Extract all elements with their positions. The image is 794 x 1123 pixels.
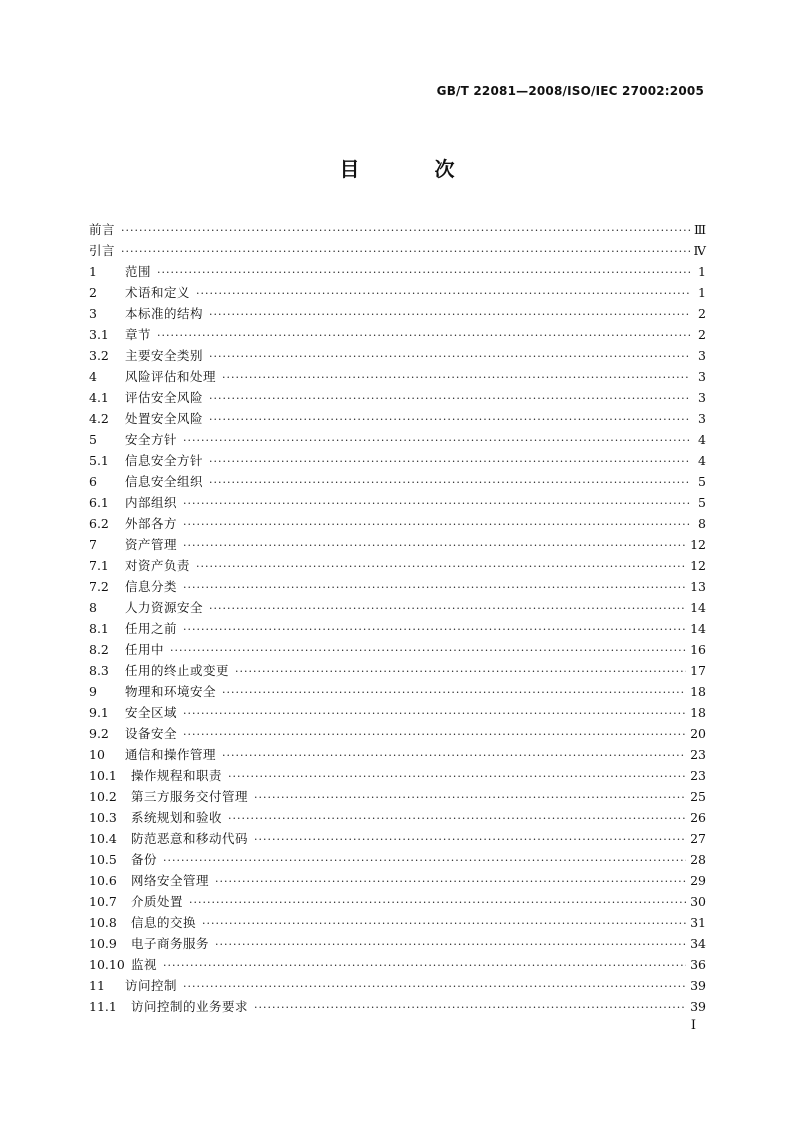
- toc-dot-leader: [235, 661, 686, 682]
- toc-entry[interactable]: [89, 933, 706, 954]
- toc-dot-leader: [183, 430, 690, 451]
- toc-entry-title: 任用之前: [125, 621, 178, 636]
- toc-entry-title: 第三方服务交付管理: [131, 789, 249, 804]
- toc-entry-page: 12: [690, 537, 706, 552]
- toc-entry-number: 10.2: [89, 789, 117, 804]
- toc-entry-page: 29: [690, 873, 706, 888]
- toc-entry[interactable]: [89, 429, 706, 450]
- toc-entry-title: 访问控制: [125, 978, 178, 993]
- toc-entry[interactable]: [89, 681, 706, 702]
- toc-entry-number: 6: [89, 474, 97, 489]
- toc-dot-leader: [222, 367, 690, 388]
- toc-dot-leader: [196, 283, 690, 304]
- toc-entry-title: 外部各方: [125, 516, 178, 531]
- toc-entry[interactable]: [89, 597, 706, 618]
- toc-entry-number: 5: [89, 432, 97, 447]
- toc-entry-title: 人力资源安全: [125, 600, 204, 615]
- toc-entry[interactable]: [89, 618, 706, 639]
- toc-entry[interactable]: [89, 555, 706, 576]
- toc-dot-leader: [222, 745, 686, 766]
- toc-entry-page: 39: [690, 999, 706, 1014]
- toc-entry-title: 风险评估和处理: [125, 369, 217, 384]
- toc-entry-page: 5: [698, 495, 706, 510]
- toc-entry-page: 3: [698, 390, 706, 405]
- toc-entry-title: 备份: [131, 852, 158, 867]
- toc-entry-title: 防范恶意和移动代码: [131, 831, 249, 846]
- toc-entry-number: 8.2: [89, 642, 109, 657]
- toc-entry-page: 17: [690, 663, 706, 678]
- toc-entry-number: 7.2: [89, 579, 109, 594]
- toc-dot-leader: [254, 829, 686, 850]
- toc-entry-page: 36: [690, 957, 706, 972]
- toc-dot-leader: [254, 997, 686, 1018]
- toc-entry-page: 23: [690, 747, 706, 762]
- toc-entry-page: 14: [690, 621, 706, 636]
- toc-entry-number: 9: [89, 684, 97, 699]
- toc-entry-number: 6.2: [89, 516, 109, 531]
- toc-entry-page: 27: [690, 831, 706, 846]
- toc-entry-title: 设备安全: [125, 726, 178, 741]
- toc-entry-number: 10.3: [89, 810, 117, 825]
- toc-dot-leader: [196, 556, 686, 577]
- toc-entry-page: 13: [690, 579, 706, 594]
- toc-dot-leader: [209, 598, 686, 619]
- toc-entry-number: 10.8: [89, 915, 117, 930]
- toc-entry[interactable]: [89, 303, 706, 324]
- toc-entry[interactable]: [89, 786, 706, 807]
- toc-entry[interactable]: [89, 345, 706, 366]
- toc-entry-page: 3: [698, 411, 706, 426]
- toc-entry[interactable]: [89, 639, 706, 660]
- toc-entry[interactable]: [89, 849, 706, 870]
- toc-entry-page: 18: [690, 705, 706, 720]
- toc-entry-title: 信息安全方针: [125, 453, 204, 468]
- toc-entry[interactable]: [89, 954, 706, 975]
- toc-dot-leader: [209, 388, 690, 409]
- toc-entry-page: 3: [698, 348, 706, 363]
- toc-dot-leader: [183, 493, 690, 514]
- toc-entry-page: 25: [690, 789, 706, 804]
- toc-entry[interactable]: [89, 996, 706, 1017]
- toc-entry-title: 本标准的结构: [125, 306, 204, 321]
- toc-dot-leader: [202, 913, 686, 934]
- toc-dot-leader: [254, 787, 686, 808]
- toc-entry[interactable]: [89, 828, 706, 849]
- page-number: I: [690, 1018, 696, 1033]
- toc-entry-number: 10.1: [89, 768, 117, 783]
- toc-dot-leader: [183, 724, 686, 745]
- toc-dot-leader: [209, 472, 690, 493]
- toc-entry-title: 介质处置: [131, 894, 184, 909]
- toc-entry[interactable]: [89, 870, 706, 891]
- toc-entry-page: 12: [690, 558, 706, 573]
- toc-entry-page: 39: [690, 978, 706, 993]
- toc-dot-leader: [121, 241, 689, 262]
- toc-entry-title: 访问控制的业务要求: [131, 999, 249, 1014]
- page-title: 目 次: [339, 157, 489, 181]
- toc-dot-leader: [222, 682, 686, 703]
- toc-entry-number: 3: [89, 306, 97, 321]
- toc-entry[interactable]: [89, 219, 706, 240]
- toc-entry-title: 内部组织: [125, 495, 178, 510]
- toc-entry[interactable]: [89, 702, 706, 723]
- toc-entry[interactable]: [89, 240, 706, 261]
- toc-entry-title: 网络安全管理: [131, 873, 210, 888]
- toc-entry[interactable]: [89, 324, 706, 345]
- toc-dot-leader: [183, 976, 686, 997]
- toc-entry[interactable]: [89, 387, 706, 408]
- toc-dot-leader: [228, 766, 686, 787]
- toc-entry-page: 34: [690, 936, 706, 951]
- toc-entry-number: 6.1: [89, 495, 109, 510]
- toc-entry-title: 安全方针: [125, 432, 178, 447]
- toc-entry-page: 26: [690, 810, 706, 825]
- toc-entry[interactable]: [89, 807, 706, 828]
- toc-entry-page: 14: [690, 600, 706, 615]
- toc-dot-leader: [215, 871, 686, 892]
- toc-dot-leader: [121, 220, 690, 241]
- toc-entry-page: Ⅳ: [693, 243, 706, 258]
- toc-dot-leader: [157, 325, 690, 346]
- toc-dot-leader: [183, 514, 690, 535]
- toc-entry-title: 前言: [89, 222, 116, 237]
- toc-entry[interactable]: [89, 492, 706, 513]
- toc-entry[interactable]: [89, 261, 706, 282]
- toc-dot-leader: [215, 934, 686, 955]
- toc-entry-title: 任用中: [125, 642, 165, 657]
- toc-entry-title: 主要安全类别: [125, 348, 204, 363]
- toc-entry-title: 评估安全风险: [125, 390, 204, 405]
- toc-dot-leader: [209, 346, 690, 367]
- toc-entry-number: 2: [89, 285, 97, 300]
- toc-entry-title: 信息的交换: [131, 915, 197, 930]
- toc-entry-page: 18: [690, 684, 706, 699]
- toc-entry-page: 4: [698, 453, 706, 468]
- toc-entry-number: 4.2: [89, 411, 109, 426]
- toc-entry-number: 9.1: [89, 705, 109, 720]
- toc-entry-number: 3.2: [89, 348, 109, 363]
- toc-entry-page: 16: [690, 642, 706, 657]
- toc-entry-number: 10: [89, 747, 105, 762]
- toc-dot-leader: [163, 955, 686, 976]
- toc-entry-number: 8.3: [89, 663, 109, 678]
- toc-entry-number: 9.2: [89, 726, 109, 741]
- toc-entry-title: 资产管理: [125, 537, 178, 552]
- toc-entry[interactable]: [89, 366, 706, 387]
- toc-entry-title: 章节: [125, 327, 152, 342]
- toc-entry-title: 信息分类: [125, 579, 178, 594]
- toc-dot-leader: [183, 619, 686, 640]
- toc-entry-page: 5: [698, 474, 706, 489]
- toc-entry-page: 30: [690, 894, 706, 909]
- toc-entry-number: 1: [89, 264, 97, 279]
- toc-dot-leader: [157, 262, 690, 283]
- toc-entry-page: 3: [698, 369, 706, 384]
- toc-entry[interactable]: [89, 912, 706, 933]
- toc-entry[interactable]: [89, 450, 706, 471]
- toc-dot-leader: [170, 640, 686, 661]
- toc-entry[interactable]: [89, 534, 706, 555]
- toc-entry-number: 4.1: [89, 390, 109, 405]
- toc-entry-title: 安全区域: [125, 705, 178, 720]
- toc-entry-page: 20: [690, 726, 706, 741]
- toc-entry-title: 信息安全组织: [125, 474, 204, 489]
- toc-entry-number: 11.1: [89, 999, 117, 1014]
- toc-dot-leader: [183, 703, 686, 724]
- toc-entry-title: 系统规划和验收: [131, 810, 223, 825]
- toc-entry-page: 4: [698, 432, 706, 447]
- toc-entry[interactable]: [89, 891, 706, 912]
- toc-entry[interactable]: [89, 471, 706, 492]
- toc-entry-number: 7: [89, 537, 97, 552]
- toc-entry-title: 处置安全风险: [125, 411, 204, 426]
- toc-dot-leader: [163, 850, 686, 871]
- toc-dot-leader: [228, 808, 686, 829]
- toc-entry[interactable]: [89, 765, 706, 786]
- toc-entry-number: 10.10: [89, 957, 125, 972]
- toc-entry[interactable]: [89, 744, 706, 765]
- toc-entry-page: 23: [690, 768, 706, 783]
- standard-code-header: GB/T 22081—2008/ISO/IEC 27002:2005: [436, 84, 704, 98]
- toc-entry-title: 监视: [131, 957, 158, 972]
- toc-entry[interactable]: [89, 513, 706, 534]
- toc-dot-leader: [183, 535, 686, 556]
- toc-entry-page: 1: [698, 264, 706, 279]
- toc-entry-page: 1: [698, 285, 706, 300]
- table-of-contents: [89, 219, 706, 1017]
- toc-entry-page: 31: [690, 915, 706, 930]
- toc-entry-title: 术语和定义: [125, 285, 191, 300]
- toc-entry-number: 8: [89, 600, 97, 615]
- toc-dot-leader: [189, 892, 686, 913]
- toc-entry[interactable]: [89, 282, 706, 303]
- toc-entry-number: 4: [89, 369, 97, 384]
- toc-entry[interactable]: [89, 576, 706, 597]
- toc-entry[interactable]: [89, 975, 706, 996]
- toc-entry-page: 8: [698, 516, 706, 531]
- toc-entry-number: 10.6: [89, 873, 117, 888]
- toc-entry-number: 8.1: [89, 621, 109, 636]
- toc-entry-number: 10.4: [89, 831, 117, 846]
- toc-entry-title: 通信和操作管理: [125, 747, 217, 762]
- toc-entry-title: 对资产负责: [125, 558, 191, 573]
- toc-dot-leader: [209, 304, 690, 325]
- toc-entry[interactable]: [89, 408, 706, 429]
- toc-dot-leader: [183, 577, 686, 598]
- toc-dot-leader: [209, 409, 690, 430]
- toc-entry-number: 3.1: [89, 327, 109, 342]
- toc-entry-number: 10.9: [89, 936, 117, 951]
- toc-entry-number: 5.1: [89, 453, 109, 468]
- toc-entry-number: 11: [89, 978, 105, 993]
- toc-entry-page: 2: [698, 327, 706, 342]
- toc-entry-number: 10.7: [89, 894, 117, 909]
- toc-entry-number: 7.1: [89, 558, 109, 573]
- toc-entry-title: 任用的终止或变更: [125, 663, 230, 678]
- toc-entry-page: 28: [690, 852, 706, 867]
- toc-dot-leader: [209, 451, 690, 472]
- toc-entry[interactable]: [89, 723, 706, 744]
- toc-entry[interactable]: [89, 660, 706, 681]
- toc-entry-title: 物理和环境安全: [125, 684, 217, 699]
- toc-entry-title: 范围: [125, 264, 152, 279]
- toc-entry-number: 10.5: [89, 852, 117, 867]
- toc-entry-title: 引言: [89, 243, 116, 258]
- toc-entry-page: 2: [698, 306, 706, 321]
- toc-entry-title: 操作规程和职责: [131, 768, 223, 783]
- toc-entry-title: 电子商务服务: [131, 936, 210, 951]
- toc-entry-page: Ⅲ: [693, 222, 706, 237]
